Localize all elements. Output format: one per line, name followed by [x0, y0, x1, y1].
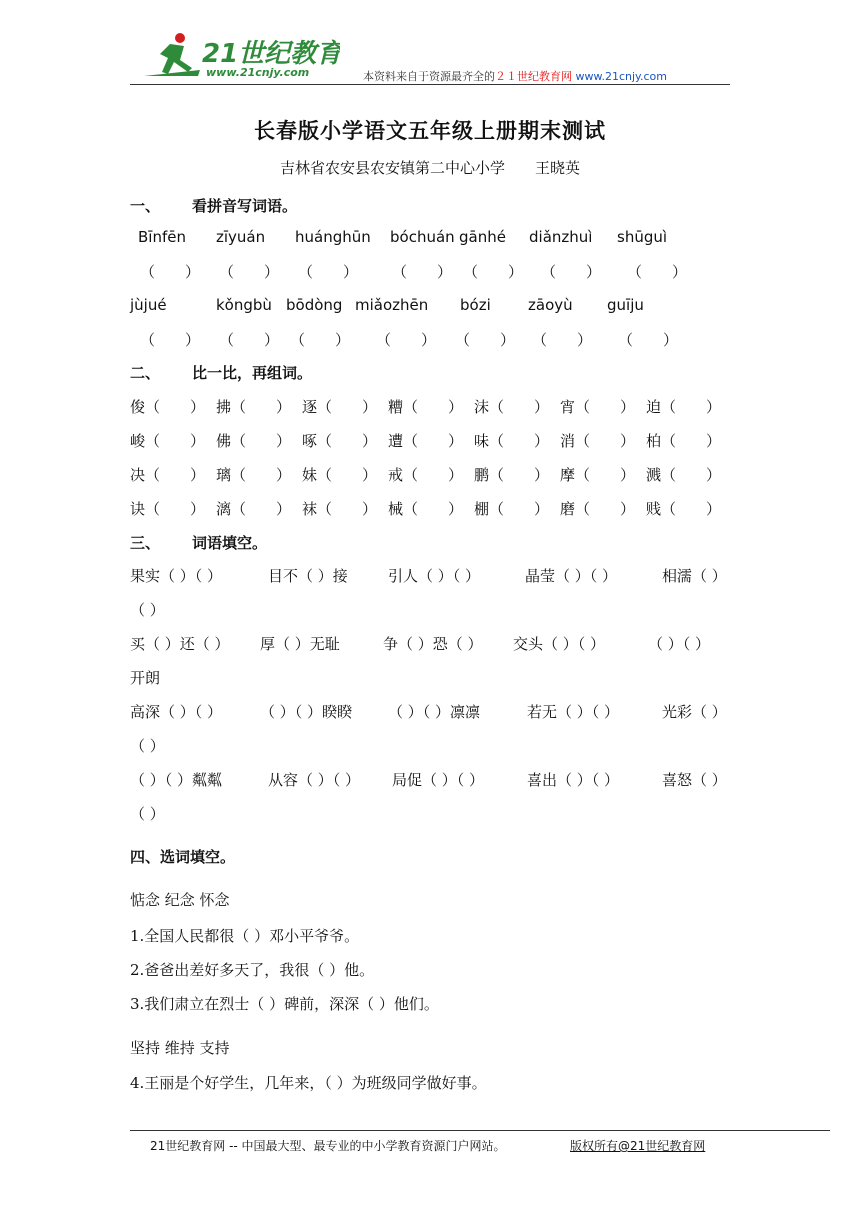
answer-blank[interactable]: （ ）	[231, 500, 292, 518]
pinyin: bōdòng	[286, 296, 343, 314]
section-title: 词语填空。	[192, 534, 268, 552]
answer-blank[interactable]: （ ）	[219, 331, 280, 349]
compare-char-item[interactable]	[646, 498, 721, 519]
compare-char: 遭	[388, 432, 404, 450]
answer-blank[interactable]: （ ）	[145, 500, 206, 518]
idiom-item[interactable]: （ ）	[130, 601, 165, 619]
compare-char-item[interactable]	[646, 464, 721, 485]
idiom-item[interactable]: 晶莹（ ）（ ）	[525, 567, 618, 585]
section-2-heading	[130, 362, 312, 383]
compare-char-item[interactable]	[474, 464, 549, 485]
compare-char-item[interactable]	[474, 430, 549, 451]
compare-char: 宵	[560, 398, 576, 416]
runner-logo-icon	[140, 30, 340, 82]
page-subtitle: 吉林省农安县农安镇第二中心小学 王晓英	[279, 159, 580, 177]
pinyin: gānhé	[459, 228, 506, 246]
compare-char-item[interactable]	[474, 498, 549, 519]
idiom-item[interactable]: 引人（ ）（ ）	[388, 567, 481, 585]
idiom-item[interactable]: （ ）	[130, 805, 165, 823]
header-note-site[interactable]: ２１世纪教育网	[495, 70, 572, 83]
answer-blank[interactable]: （ ）	[145, 466, 206, 484]
pinyin: huánghūn	[295, 228, 371, 246]
site-logo	[140, 30, 340, 82]
compare-char: 沫	[474, 398, 490, 416]
header-note	[363, 68, 667, 84]
answer-blank[interactable]: （ ）	[140, 331, 201, 349]
section-3-heading	[130, 532, 267, 553]
compare-char: 棚	[474, 500, 490, 518]
idiom-item[interactable]: 若无（ ）（ ）	[527, 703, 620, 721]
header-note-url[interactable]: www.21cnjy.com	[575, 70, 667, 83]
idiom-item[interactable]: 相濡（ ）	[662, 567, 727, 585]
compare-char-item[interactable]	[388, 396, 463, 417]
section-1-heading	[130, 195, 297, 216]
answer-blank[interactable]: （ ）	[145, 432, 206, 450]
idiom-item[interactable]: 争（ ）恐（ ）	[383, 635, 483, 653]
idiom-item[interactable]: 局促（ ）（ ）	[392, 771, 485, 789]
compare-char: 味	[474, 432, 490, 450]
footer-rule	[130, 1130, 830, 1131]
header-rule	[130, 84, 730, 85]
answer-blank[interactable]: （ ）	[140, 263, 201, 281]
compare-char: 峻	[130, 432, 146, 450]
answer-blank[interactable]: （ ）	[463, 263, 524, 281]
compare-char: 璃	[216, 466, 232, 484]
compare-char: 拂	[216, 398, 232, 416]
answer-blank[interactable]: （ ）	[661, 398, 722, 416]
answer-blank[interactable]: （ ）	[231, 466, 292, 484]
pinyin: miǎozhēn	[355, 296, 429, 314]
compare-char-item[interactable]	[474, 396, 549, 417]
compare-char: 械	[388, 500, 404, 518]
compare-char-item[interactable]	[216, 464, 291, 485]
question-4[interactable]: 4.王丽是个好学生，几年来，（ ）为班级同学做好事。	[130, 1074, 487, 1092]
compare-char: 贱	[646, 500, 662, 518]
answer-blank[interactable]: （ ）	[618, 331, 679, 349]
compare-char: 啄	[302, 432, 318, 450]
compare-char: 鹏	[474, 466, 490, 484]
answer-blank[interactable]: （ ）	[661, 466, 722, 484]
header-note-prefix: 本资料来自于资源最齐全的	[363, 70, 495, 83]
compare-char-item[interactable]	[216, 396, 291, 417]
idiom-item[interactable]: 高深（ ）（ ）	[130, 703, 223, 721]
answer-blank[interactable]: （ ）	[489, 500, 550, 518]
compare-char: 迫	[646, 398, 662, 416]
idiom-item[interactable]: （ ）（ ）粼粼	[130, 771, 223, 789]
compare-char-item[interactable]	[302, 430, 377, 451]
answer-blank[interactable]: （ ）	[541, 263, 602, 281]
answer-blank[interactable]: （ ）	[489, 398, 550, 416]
answer-blank[interactable]: （ ）	[219, 263, 280, 281]
answer-blank[interactable]: （ ）	[455, 331, 516, 349]
answer-blank[interactable]: （ ）	[575, 466, 636, 484]
section-number: 三、	[130, 534, 161, 552]
compare-char-item[interactable]	[302, 464, 377, 485]
idiom-item[interactable]: 从容（ ）（ ）	[268, 771, 361, 789]
compare-char: 戒	[388, 466, 404, 484]
logo-url: www.21cnjy.com	[206, 66, 310, 79]
compare-char: 磨	[560, 500, 576, 518]
idiom-item[interactable]: 喜怒（ ）	[662, 771, 727, 789]
idiom-item[interactable]: 买（ ）还（ ）	[130, 635, 230, 653]
compare-char-item[interactable]	[130, 430, 205, 451]
compare-char-item[interactable]	[560, 396, 635, 417]
idiom-item[interactable]: （ ）（ ）凛凛	[388, 703, 481, 721]
compare-char: 俊	[130, 398, 146, 416]
answer-blank[interactable]: （ ）	[317, 432, 378, 450]
answer-blank[interactable]: （ ）	[145, 398, 206, 416]
idiom-item[interactable]: 开朗	[130, 669, 161, 687]
answer-blank[interactable]: （ ）	[661, 432, 722, 450]
idiom-item[interactable]: 喜出（ ）（ ）	[527, 771, 620, 789]
compare-char: 佛	[216, 432, 232, 450]
compare-char-item[interactable]	[388, 464, 463, 485]
compare-char: 漓	[216, 500, 232, 518]
footer-text: 21世纪教育网 -- 中国最大型、最专业的中小学教育资源门户网站。	[150, 1139, 506, 1153]
section-4-heading: 四、选词填空。	[130, 848, 236, 866]
compare-char: 袜	[302, 500, 318, 518]
pinyin: bózi	[460, 296, 491, 314]
answer-blank[interactable]: （ ）	[317, 398, 378, 416]
compare-char: 诀	[130, 500, 146, 518]
idiom-item[interactable]: 交头（ ）（ ）	[513, 635, 606, 653]
answer-blank[interactable]: （ ）	[661, 500, 722, 518]
compare-char: 逐	[302, 398, 318, 416]
answer-blank[interactable]: （ ）	[627, 263, 688, 281]
compare-char-item[interactable]	[388, 498, 463, 519]
idiom-item[interactable]: 果实（ ）（ ）	[130, 567, 223, 585]
compare-char-item[interactable]	[130, 396, 205, 417]
section-number: 一、	[130, 197, 161, 215]
answer-blank[interactable]: （ ）	[403, 398, 464, 416]
answer-blank[interactable]: （ ）	[575, 500, 636, 518]
answer-blank[interactable]: （ ）	[575, 432, 636, 450]
answer-blank[interactable]: （ ）	[392, 263, 453, 281]
answer-blank[interactable]: （ ）	[489, 432, 550, 450]
pinyin: zāoyù	[528, 296, 573, 314]
pinyin: shūguì	[617, 228, 668, 246]
idiom-item[interactable]: 厚（ ）无耻	[260, 635, 340, 653]
copyright-link[interactable]: 版权所有@21世纪教育网	[570, 1139, 706, 1153]
compare-char-item[interactable]	[560, 464, 635, 485]
idiom-item[interactable]: （ ）（ ）	[648, 635, 711, 653]
answer-blank[interactable]: （ ）	[376, 331, 437, 349]
compare-char: 决	[130, 466, 146, 484]
word-choices-1: 惦念 纪念 怀念	[130, 891, 230, 909]
answer-blank[interactable]: （ ）	[317, 500, 378, 518]
answer-blank[interactable]: （ ）	[231, 432, 292, 450]
compare-char-item[interactable]	[216, 430, 291, 451]
section-title: 比一比，再组词。	[192, 364, 313, 382]
answer-blank[interactable]: （ ）	[317, 466, 378, 484]
pinyin: zīyuán	[216, 228, 266, 246]
word-choices-2: 坚持 维持 支持	[130, 1039, 230, 1057]
compare-char-item[interactable]	[302, 498, 377, 519]
compare-char-item[interactable]	[646, 396, 721, 417]
compare-char-item[interactable]	[130, 464, 205, 485]
compare-char: 溅	[646, 466, 662, 484]
pinyin: Bīnfēn	[138, 228, 186, 246]
answer-blank[interactable]: （ ）	[298, 263, 359, 281]
pinyin: bóchuán	[390, 228, 455, 246]
idiom-item[interactable]: 目不（ ）接	[268, 567, 348, 585]
compare-char-item[interactable]	[560, 430, 635, 451]
answer-blank[interactable]: （ ）	[231, 398, 292, 416]
compare-char: 妹	[302, 466, 318, 484]
answer-blank[interactable]: （ ）	[403, 466, 464, 484]
compare-char-item[interactable]	[388, 430, 463, 451]
compare-char: 摩	[560, 466, 576, 484]
answer-blank[interactable]: （ ）	[403, 500, 464, 518]
compare-char-item[interactable]	[216, 498, 291, 519]
compare-char: 柏	[646, 432, 662, 450]
pinyin: guīju	[607, 296, 644, 314]
answer-blank[interactable]: （ ）	[290, 331, 351, 349]
pinyin: jùjué	[130, 296, 167, 314]
answer-blank[interactable]: （ ）	[489, 466, 550, 484]
compare-char-item[interactable]	[560, 498, 635, 519]
section-title: 看拼音写词语。	[192, 197, 298, 215]
compare-char: 糟	[388, 398, 404, 416]
logo-text: 21世纪教育	[202, 39, 340, 69]
pinyin: kǒngbù	[216, 296, 272, 314]
question-1[interactable]: 1.全国人民都很（ ）邓小平爷爷。	[130, 927, 360, 945]
idiom-item[interactable]: （ ）（ ）睽睽	[260, 703, 353, 721]
answer-blank[interactable]: （ ）	[575, 398, 636, 416]
question-3[interactable]: 3.我们肃立在烈士（ ）碑前，深深（ ）他们。	[130, 995, 439, 1013]
pinyin: diǎnzhuì	[529, 228, 593, 246]
question-2[interactable]: 2.爸爸出差好多天了，我很（ ）他。	[130, 961, 375, 979]
section-number: 二、	[130, 364, 161, 382]
compare-char-item[interactable]	[302, 396, 377, 417]
compare-char: 消	[560, 432, 576, 450]
answer-blank[interactable]: （ ）	[403, 432, 464, 450]
answer-blank[interactable]: （ ）	[532, 331, 593, 349]
page-title: 长春版小学语文五年级上册期末测试	[254, 118, 606, 143]
idiom-item[interactable]: 光彩（ ）	[662, 703, 727, 721]
idiom-item[interactable]: （ ）	[130, 737, 165, 755]
compare-char-item[interactable]	[646, 430, 721, 451]
compare-char-item[interactable]	[130, 498, 205, 519]
